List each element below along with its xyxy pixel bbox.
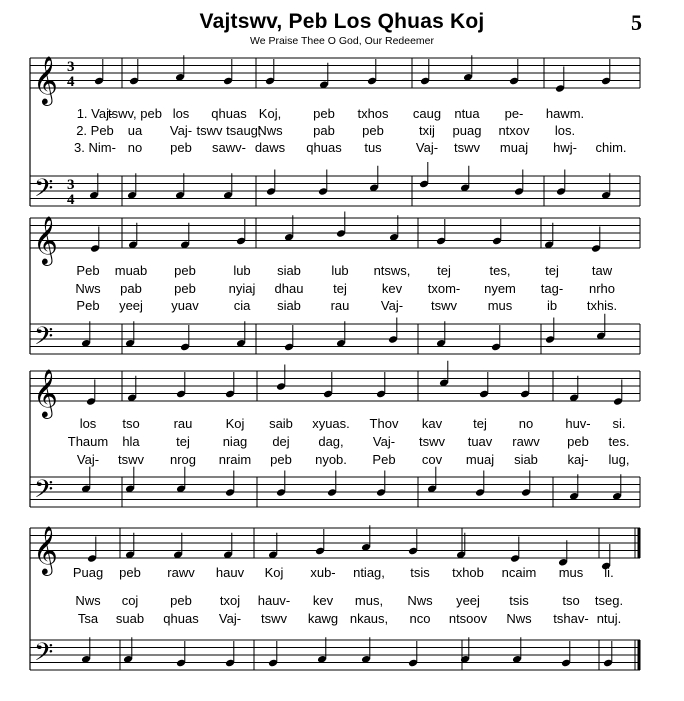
lyric-syllable: dej xyxy=(272,434,290,449)
lyric-syllable: hla xyxy=(122,434,140,449)
lyric-syllable: rau xyxy=(173,416,193,431)
lyric-syllable: hawm. xyxy=(545,106,585,121)
treble-clef-icon: 𝄞 xyxy=(33,368,58,417)
lyric-syllable: tej xyxy=(333,281,347,296)
lyric-syllable: caug xyxy=(412,106,442,121)
lyric-syllable: tswv xyxy=(454,140,480,155)
lyric-syllable: tuav xyxy=(467,434,493,449)
lyric-syllable: muaj xyxy=(499,140,529,155)
lyric-syllable: ntuj. xyxy=(596,611,622,626)
lyric-syllable: mus xyxy=(487,298,513,313)
lyric-syllable: Tsa xyxy=(77,611,99,626)
lyric-syllable: Nws xyxy=(75,593,101,608)
bass-clef-icon: 𝄢 xyxy=(34,475,54,510)
lyric-syllable: peb xyxy=(362,123,384,138)
lyric-syllable: txhob xyxy=(452,565,484,580)
lyric-syllable: Peb xyxy=(76,298,100,313)
lyric-syllable: nrho xyxy=(588,281,616,296)
lyric-syllable: rawv xyxy=(512,434,540,449)
lyric-syllable: chim. xyxy=(595,140,627,155)
lyric-syllable: 1. Vaj- xyxy=(76,106,114,121)
lyric-syllable: Nws xyxy=(75,281,101,296)
lyric-syllable: pe- xyxy=(504,106,524,121)
lyric-syllable: Vaj- xyxy=(380,298,404,313)
lyric-syllable: saib xyxy=(269,416,293,431)
lyric-syllable: niag xyxy=(222,434,248,449)
lyric-syllable: tswv, peb xyxy=(108,106,162,121)
lyric-syllable: hwj- xyxy=(553,140,577,155)
lyric-syllable: Thaum xyxy=(67,434,109,449)
lyric-syllable: siab xyxy=(277,298,301,313)
hymn-subtitle: We Praise Thee O God, Our Redeemer xyxy=(249,35,435,47)
lyric-syllable: ntxov xyxy=(498,123,530,138)
lyric-syllable: txhis. xyxy=(586,298,618,313)
lyric-syllable: tsis xyxy=(509,593,529,608)
lyric-syllable: rawv xyxy=(167,565,195,580)
treble-time-signature-bottom: 4 xyxy=(67,74,75,90)
lyric-syllable: taw xyxy=(591,263,613,278)
bass-clef-icon: 𝄢 xyxy=(34,322,54,357)
lyric-syllable: nyem xyxy=(484,281,516,296)
treble-clef-icon: 𝄞 xyxy=(33,525,58,574)
lyric-syllable: dag, xyxy=(318,434,344,449)
lyric-syllable: ncaim xyxy=(501,565,537,580)
lyric-syllable: coj xyxy=(121,593,139,608)
lyric-syllable: ua xyxy=(127,123,143,138)
lyric-syllable: los xyxy=(172,106,190,121)
lyric-syllable: Nws xyxy=(257,123,283,138)
lyric-syllable: tes. xyxy=(608,434,630,449)
lyric-syllable: peb xyxy=(174,263,196,278)
lyric-syllable: nraim xyxy=(218,452,252,467)
lyric-syllable: peb xyxy=(567,434,589,449)
lyric-syllable: tswv tsaug; xyxy=(196,123,262,138)
lyric-syllable: siab xyxy=(514,452,538,467)
lyric-syllable: ntua xyxy=(454,106,480,121)
lyric-syllable: yeej xyxy=(456,593,480,608)
lyric-syllable: kawg xyxy=(307,611,339,626)
lyric-syllable: Vaj- xyxy=(415,140,439,155)
lyric-syllable: Nws xyxy=(407,593,433,608)
treble-clef-icon: 𝄞 xyxy=(33,55,58,104)
lyric-syllable: peb xyxy=(313,106,335,121)
lyric-syllable: ib xyxy=(546,298,558,313)
lyric-syllable: kev xyxy=(312,593,334,608)
lyric-syllable: cov xyxy=(421,452,443,467)
lyric-syllable: Vaj- xyxy=(372,434,396,449)
lyric-syllable: no xyxy=(127,140,143,155)
lyric-syllable: Vaj- xyxy=(218,611,242,626)
lyric-syllable: Nws xyxy=(506,611,532,626)
treble-time-signature-top: 3 xyxy=(67,59,75,75)
lyric-syllable: tshav- xyxy=(553,611,589,626)
lyric-syllable: tswv xyxy=(261,611,287,626)
lyric-syllable: yuav xyxy=(171,298,199,313)
lyric-syllable: lug, xyxy=(608,452,630,467)
lyric-syllable: rau xyxy=(330,298,350,313)
lyric-syllable: txoj xyxy=(219,593,241,608)
lyric-syllable: tus xyxy=(364,140,382,155)
lyric-syllable: li. xyxy=(604,565,614,580)
lyric-syllable: qhuas xyxy=(163,611,199,626)
bass-time-signature-top: 3 xyxy=(67,177,75,193)
lyric-syllable: ntsoov xyxy=(448,611,488,626)
lyric-syllable: tag- xyxy=(540,281,564,296)
lyric-syllable: puag xyxy=(452,123,482,138)
treble-clef-icon: 𝄞 xyxy=(33,215,58,264)
lyric-syllable: kev xyxy=(381,281,403,296)
lyric-syllable: sawv- xyxy=(212,140,246,155)
lyric-syllable: muab xyxy=(114,263,148,278)
lyric-syllable: daws xyxy=(254,140,286,155)
lyric-syllable: siab xyxy=(277,263,301,278)
lyric-syllable: Puag xyxy=(72,565,104,580)
lyric-syllable: suab xyxy=(115,611,145,626)
lyric-syllable: hauv xyxy=(215,565,245,580)
lyric-syllable: tswv xyxy=(118,452,144,467)
lyric-syllable: lub xyxy=(233,263,251,278)
lyric-syllable: Vaj- xyxy=(169,123,193,138)
lyric-syllable: nyiaj xyxy=(228,281,256,296)
lyric-syllable: dhau xyxy=(274,281,304,296)
lyric-syllable: peb xyxy=(270,452,292,467)
lyric-syllable: ntsws, xyxy=(373,263,411,278)
lyric-syllable: 2. Peb xyxy=(76,123,114,138)
lyric-syllable: txom- xyxy=(427,281,461,296)
lyric-syllable: nkaus, xyxy=(349,611,389,626)
lyric-syllable: tej xyxy=(176,434,190,449)
lyric-syllable: 3. Nim- xyxy=(74,140,116,155)
bass-time-signature-bottom: 4 xyxy=(67,192,75,208)
lyric-syllable: tej xyxy=(473,416,487,431)
lyric-syllable: xub- xyxy=(310,565,336,580)
lyric-syllable: xyuas. xyxy=(312,416,350,431)
lyric-syllable: pab xyxy=(120,281,142,296)
lyric-syllable: peb xyxy=(174,281,196,296)
lyric-syllable: Vaj- xyxy=(76,452,100,467)
lyric-syllable: los xyxy=(79,416,97,431)
lyric-syllable: tso xyxy=(562,593,580,608)
lyric-syllable: pab xyxy=(313,123,335,138)
lyric-syllable: Peb xyxy=(76,263,100,278)
lyric-syllable: peb xyxy=(119,565,141,580)
lyric-syllable: lub xyxy=(331,263,349,278)
lyric-syllable: muaj xyxy=(465,452,495,467)
lyric-syllable: ntiag, xyxy=(353,565,385,580)
lyric-syllable: Koj xyxy=(264,565,284,580)
lyric-syllable: mus, xyxy=(354,593,384,608)
lyric-syllable: peb xyxy=(170,593,192,608)
lyric-syllable: qhuas xyxy=(306,140,342,155)
lyric-syllable: nrog xyxy=(169,452,197,467)
lyric-syllable: tseg. xyxy=(594,593,624,608)
lyric-syllable: peb xyxy=(170,140,192,155)
lyric-syllable: no xyxy=(518,416,534,431)
lyric-syllable: tso xyxy=(122,416,140,431)
lyric-syllable: tes, xyxy=(489,263,511,278)
hymn-title: Vajtswv, Peb Los Qhuas Koj xyxy=(199,10,485,33)
lyric-syllable: Thov xyxy=(369,416,399,431)
lyric-syllable: Peb xyxy=(372,452,396,467)
lyric-syllable: Koj, xyxy=(258,106,282,121)
lyric-syllable: tsis xyxy=(410,565,430,580)
bass-clef-icon: 𝄢 xyxy=(34,174,54,209)
lyric-syllable: si. xyxy=(612,416,626,431)
lyric-syllable: Koj xyxy=(225,416,245,431)
lyric-syllable: qhuas xyxy=(211,106,247,121)
lyric-syllable: huv- xyxy=(565,416,591,431)
lyric-syllable: kav xyxy=(421,416,443,431)
lyric-syllable: cia xyxy=(233,298,251,313)
lyric-syllable: txhos xyxy=(357,106,389,121)
lyric-syllable: yeej xyxy=(119,298,143,313)
page-number: 5 xyxy=(631,10,642,35)
lyric-syllable: los. xyxy=(554,123,576,138)
lyric-syllable: nyob. xyxy=(315,452,347,467)
lyric-syllable: tej xyxy=(437,263,451,278)
lyric-syllable: txij xyxy=(419,123,435,138)
lyric-syllable: tswv xyxy=(431,298,457,313)
bass-clef-icon: 𝄢 xyxy=(34,638,54,673)
lyric-syllable: mus xyxy=(558,565,584,580)
lyric-syllable: tswv xyxy=(419,434,445,449)
lyric-syllable: tej xyxy=(545,263,559,278)
lyric-syllable: kaj- xyxy=(567,452,589,467)
lyric-syllable: hauv- xyxy=(257,593,291,608)
lyric-syllable: nco xyxy=(409,611,431,626)
